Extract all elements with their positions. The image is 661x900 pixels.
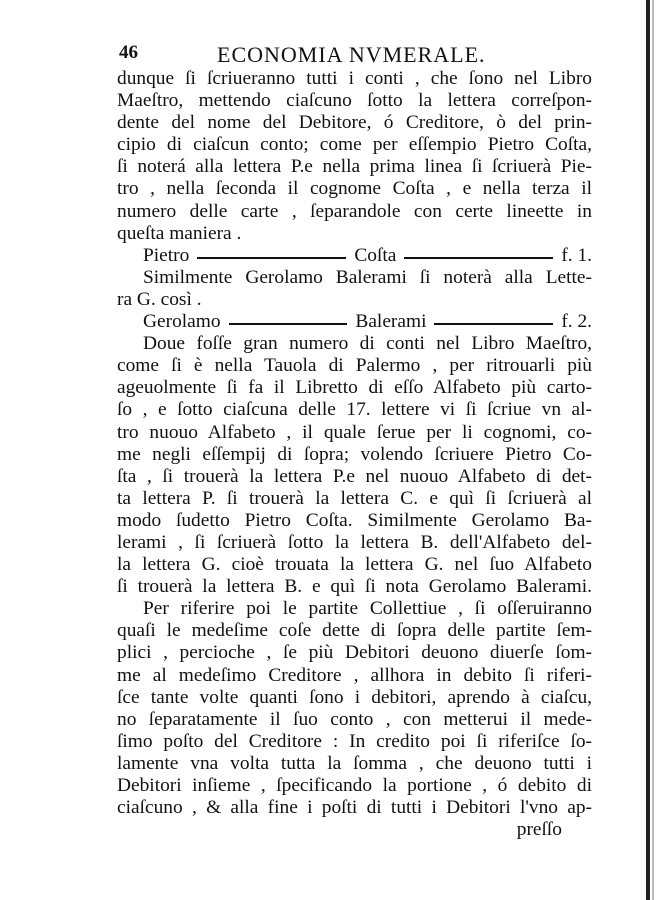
text-line: la lettera G. cioè trouata la lettera G. nel ſuo Alfabeto — [117, 554, 592, 576]
text-line: Maeſtro, mettendo ciaſcuno ſotto la lettera correſpon- — [117, 90, 592, 112]
page-number: 46 — [119, 42, 138, 63]
text-line: queſta maniera . — [117, 222, 242, 244]
ledger-first-name: Gerolamo — [143, 311, 221, 333]
text-line: lamente vna volta tutta la ſomma , che deuono tutti i — [117, 752, 592, 774]
text-line: cipio di ciaſcun conto; come per eſſempio Pietro Coſta, — [117, 134, 592, 156]
ledger-divider-line — [197, 257, 346, 259]
text-line: me al medeſimo Creditore , allhora in debito ſi riferi- — [117, 664, 592, 686]
text-line: no ſeparatamente il ſuo conto , con metterui il mede- — [117, 708, 592, 730]
ledger-divider-line — [404, 257, 553, 259]
text-line: lerami , ſi ſcriuerà ſotto la lettera B. dell'Alfabeto del- — [117, 531, 592, 553]
text-line: ra G. così . — [117, 288, 202, 310]
text-line: Per riferire poi le partite Collettiue , ſi oſſeruiranno — [143, 598, 592, 620]
text-line: plici , percioche , ſe più Debitori deuono diuerſe ſom- — [117, 642, 592, 664]
text-line: Debitori inſieme , ſpecificando la portione , ó debito di — [117, 775, 592, 796]
body-text — [117, 68, 592, 841]
text-line: ageuolmente ſi fa il Libretto di eſſo Alfabeto più carto- — [117, 377, 592, 399]
text-line: dunque ſi ſcriueranno tutti i conti , che ſono nel Libro — [117, 68, 592, 89]
ledger-first-name: Pietro — [143, 244, 190, 266]
text-line: ſta , ſi trouerà la lettera P.e nel nuouo Alfabeto di det- — [117, 465, 592, 487]
ledger-folio: f. 2. — [561, 311, 593, 333]
ledger-surname: Balerami — [355, 311, 427, 333]
text-line: ta lettera P. ſi trouerà la lettera C. e quì ſi ſcriuerà al — [117, 487, 592, 509]
ledger-surname: Coſta — [354, 244, 397, 266]
text-line: ſo , e ſotto ciaſcuna delle 17. lettere vi ſi ſcriue vn al- — [117, 399, 592, 421]
text-line: tro , nella ſeconda il cognome Coſta , e nella terza il — [117, 178, 592, 200]
text-line: modo ſudetto Pietro Coſta. Similmente Gerolamo Ba- — [117, 509, 592, 531]
text-line: Similmente Gerolamo Balerami ſi noterà alla Lette- — [143, 266, 592, 288]
text-line: Doue foſſe gran numero di conti nel Libro Maeſtro, — [143, 333, 592, 355]
ledger-entry — [117, 311, 592, 333]
text-line: me negli eſſempij di ſopra; volendo ſcriuere Pietro Co- — [117, 443, 592, 465]
running-header — [117, 42, 592, 68]
text-line: tro nuouo Alfabeto , il quale ſerue per li cognomi, co- — [117, 421, 592, 443]
page-edge — [652, 0, 654, 900]
catchword: preſſo — [516, 819, 562, 841]
page-edge-shadow — [646, 0, 650, 900]
ledger-entry — [117, 245, 592, 267]
text-line: ſi trouerà la lettera B. e quì ſi nota Gerolamo Balerami. — [117, 576, 592, 598]
text-line: quaſi le medeſime coſe dette di ſopra delle partite ſem- — [117, 620, 592, 642]
text-line: ſce tante volte quanti ſono i debitori, aprendo à ciaſcu, — [117, 686, 592, 708]
text-line: dente del nome del Debitore, ó Creditore, ò del prin- — [117, 112, 592, 134]
running-title: ECONOMIA NVMERALE. — [217, 42, 486, 67]
text-line: ſimo poſto del Creditore : In credito poi ſi riferiſce ſo- — [117, 730, 592, 752]
text-line: ciaſcuno , & alla fine i poſti di tutti i Debitori l'vno ap- — [117, 797, 592, 819]
text-line: numero delle carte , ſeparandole con certe lineette in — [117, 200, 592, 222]
text-line: ſi noterá alla lettera P.e nella prima linea ſi ſcriuerà Pie- — [117, 156, 592, 178]
text-line: come ſi è nella Tauola di Palermo , per ritrouarli più — [117, 355, 592, 377]
ledger-divider-line — [229, 323, 348, 325]
ledger-folio: f. 1. — [561, 244, 593, 266]
ledger-divider-line — [434, 323, 553, 325]
